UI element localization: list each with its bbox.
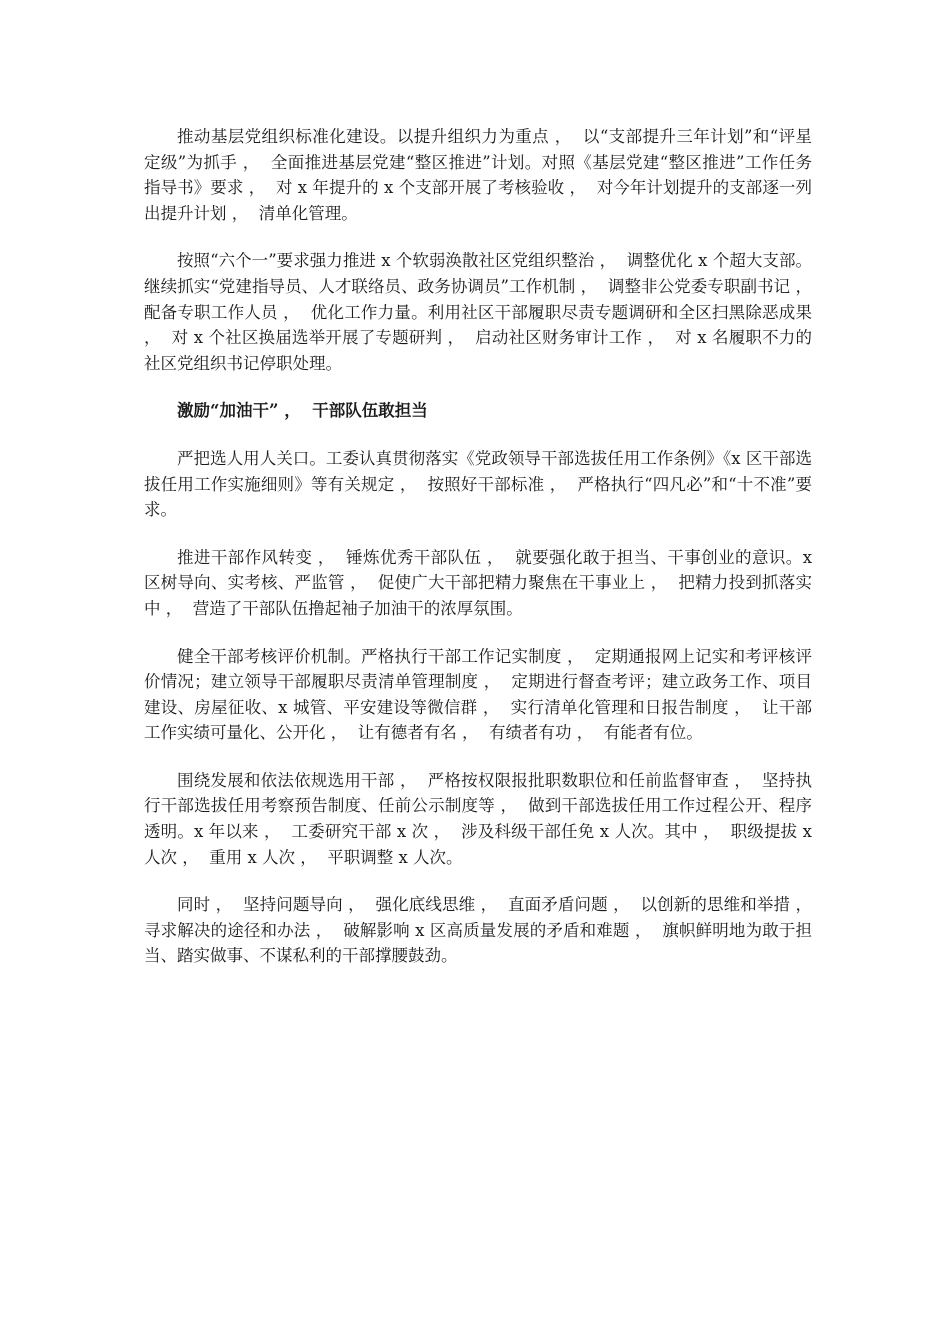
paragraph-org-standardization: 推动基层党组织标准化建设。以提升组织力为重点 ， 以“支部提升三年计划”和“评星定级”为抓手 ， 全面推进基层党建“整区推进”计划。对照《基层党建“整区推进”工作任务指导书》要求 ， 对 x 年提升的 x 个支部开展了考核验收 ， 对今年计划提升的支部逐一列出提升计划 ， 清单化管理。 [144,127,812,223]
paragraph-weak-org-rectification: 按照“六个一”要求强力推进 x 个软弱涣散社区党组织整治 ， 调整优化 x 个超大支部。继续抓实“党建指导员、人才联络员、政务协调员”工作机制 ， 调整非公党委专职副书记 ， 配备专职工作人员 ， 优化工作力量。利用社区干部履职尽责专题调研和全区扫黑除恶成果 ， 对 x 个社区换届选举开展了专题研判 ， 启动社区财务审计工作 ， 对 x 名履职不力的社区党组织书记停职处理。 [144,251,823,373]
paragraph-lawful-selection: 围绕发展和依法依规选用干部 ， 严格按权限报批职数职位和任前监督审查 ， 坚持执行干部选拔任用考察预告制度、任前公示制度等 ， 做到干部选拔任用工作过程公开、程序透明。x 年以来 ， 工委研究干部 x 次 ， 涉及科级干部任免 x 人次。其中 ， 职级提拔 x 人次 ， 重用 x 人次 ， 平职调整 x 人次。 [144,770,818,867]
section-heading: 激励“加油干” ， 干部队伍敢担当 [177,401,428,421]
paragraph-selection-gate: 严把选人用人关口。工委认真贯彻落实《党政领导干部选拔任用工作条例》《x 区干部选拔任用工作实施细则》等有关规定 ， 按照好干部标准 ， 严格执行“四凡必”和“十不准”要求。 [144,448,812,520]
paragraph-problem-orientation: 同时 ， 坚持问题导向 ， 强化底线思维 ， 直面矛盾问题 ， 以创新的思维和举措 ， 寻求解决的途径和办法 ， 破解影响 x 区高质量发展的矛盾和难题 ， 旗帜鲜明地为敢于担当、踏实做事、不谋私利的干部撑腰鼓劲。 [144,895,823,966]
paragraph-work-style: 推进干部作风转变 ， 锤炼优秀干部队伍 ， 就要强化敢于担当、干事创业的意识。x 区树导向、实考核、严监管 ， 促使广大干部把精力聚焦在干事业上 ， 把精力投到抓落实中 ， 营造了干部队伍撸起袖子加油干的浓厚氛围。 [144,547,818,618]
document-body [144,124,823,991]
paragraph-evaluation-mechanism: 健全干部考核评价机制。严格执行干部工作记实制度 ， 定期通报网上记实和考评核评价情况；建立领导干部履职尽责清单管理制度 ， 定期进行督查考评；建立政务工作、项目建设、房屋征收、x 城管、平安建设等微信群 ， 实行清单化管理和日报告制度 ， 让干部工作实绩可量化、公开化 ， 让有德者有名 ， 有绩者有功 ， 有能者有位。 [144,646,812,743]
